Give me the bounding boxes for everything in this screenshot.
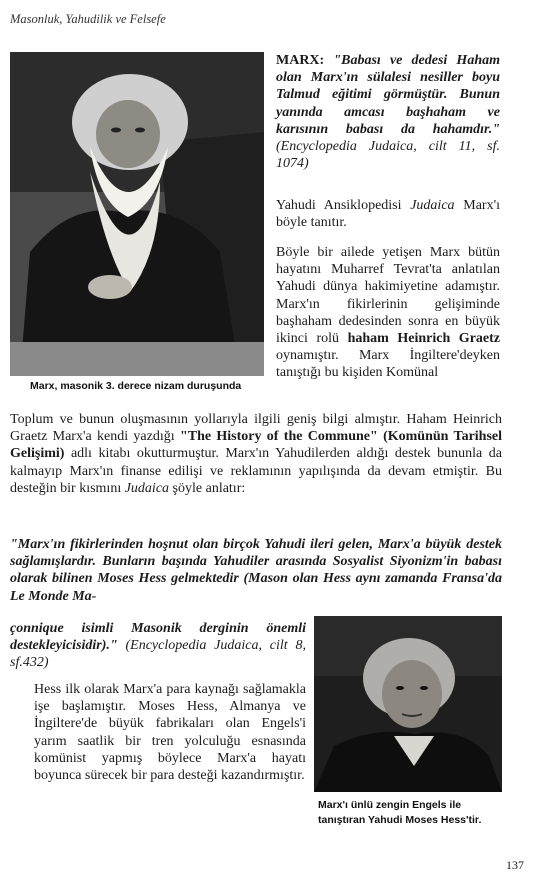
running-head: Masonluk, Yahudilik ve Felsefe [10, 12, 166, 26]
graetz-paragraph-continued [10, 411, 502, 497]
hess-engels-paragraph [34, 681, 306, 784]
para1-judaica: Judaica [410, 198, 455, 213]
para2-text-b: oynamıştır. Marx İngiltere'deyken tanıştığı bu kişiden Komünal [276, 348, 500, 381]
quote-source: (Encyclopedia Judaica, cilt 11, sf. 1074) [276, 139, 500, 172]
para1-text-a: Yahudi Ansiklopedisi [276, 198, 411, 213]
hess-quote-continued [10, 620, 306, 672]
hess-quote-source: (Encyclopedia Judaica, cilt 8, sf.432) [10, 638, 306, 671]
marx-quote [276, 52, 500, 172]
judaica-intro-paragraph [276, 197, 500, 231]
quote-text: "Babası ve dedesi Haham olan Marx'ın sülalesi nesiller boyu Talmud eğitimi görmüştür. Bunun yanında amcası başhaham ve karısının babası da hahamdır." [276, 53, 500, 137]
book-title-tr: (Komünün Tarihsel Gelişimi) [10, 429, 503, 462]
para3-text: Hess ilk olarak Marx'a para kaynağı sağlamakla işe başlamıştır. Moses Hess, Almanya ve İngiltere'de büyük fabrikaları olan Engels'i yarım saatlik bir tren yolculuğu esnasında komünist yapmış böylece Marx'a hayatı boyunca sürecek bir para desteği kazandırmıştır. [34, 682, 306, 784]
book-title-en: "The History of the Commune" [179, 429, 378, 445]
para2c-judaica: Judaica [124, 480, 170, 496]
para1-text-b: Marx'ı böyle tanıtır. [276, 198, 500, 231]
marx-portrait-photo [10, 52, 264, 376]
graetz-paragraph [276, 244, 500, 382]
graetz-name: haham Heinrich Graetz [347, 331, 500, 347]
hess-portrait-photo [314, 616, 502, 792]
hess-quote-text: "Marx'ın fikirlerinden hoşnut olan birçok Yahudi ileri gelen, Marx'a büyük destek sağlamışlardır. Bunların başında Yahudiler arasında Sosyalist Siyonizm'in babası olarak bilinen Moses Hess gelmektedir (Mason olan Hess aynı zamanda Fransa'da Le Monde Ma- [10, 537, 502, 604]
hess-quote-text-cont: çonnique isimli Masonik derginin önemli destekleyicisidir)." [10, 621, 306, 654]
page-number: 137 [506, 858, 524, 872]
para2-text-a: Böyle bir ailede yetişen Marx bütün hayatını Muharref Tevrat'ta anlatılan Yahudi dünya hakimiyetine adamıştır. Marx'ın fikirlerinin gelişiminde başhaham dedesinden sonra en büyük ikinci rolü [276, 245, 500, 347]
bottom-photo-caption: Marx'ı ünlü zengin Engels ile tanıştıran Yahudi Moses Hess'tir. [318, 799, 482, 826]
quote-label: MARX: [276, 53, 325, 68]
para2c-text-b: adlı kitabı okutturmuştur. Marx'ın Yahudilerden aldığı destek bununla da kalmayıp Marx'ın finanse edilişi ve reklamının yapılışında da devam etmiştir. Bu desteğin bir kısmını [10, 446, 502, 496]
para2c-text-c: şöyle anlatır: [169, 480, 246, 496]
top-photo-caption: Marx, masonik 3. derece nizam duruşunda [30, 380, 242, 392]
para2c-text-a: Toplum ve bunun oluşmasının yollarıyla ilgili geniş bilgi almıştır. Haham Heinrich Graetz Marx'a kendi yazdığı [10, 412, 502, 445]
hess-quote [10, 536, 502, 605]
